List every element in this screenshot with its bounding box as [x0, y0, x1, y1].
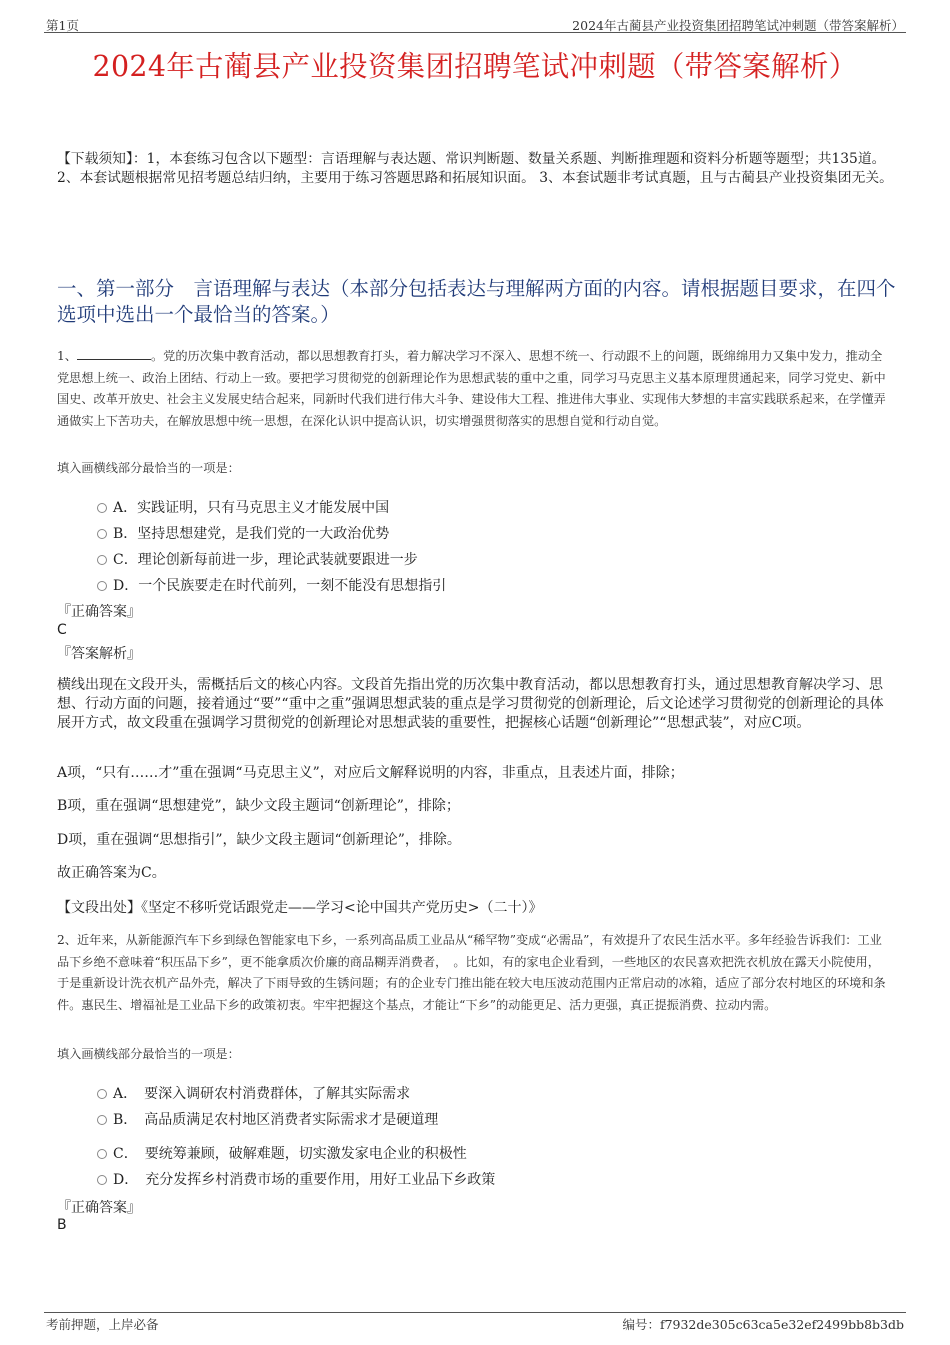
source-citation: 【文段出处】《坚定不移听党话跟党走——学习<论中国共产党历史>（二十）》 [57, 900, 543, 916]
radio-icon[interactable] [97, 503, 107, 513]
option-label: B． 高品质满足农村地区消费者实际需求才是硬道理 [113, 1112, 439, 1128]
correct-answer-label: 『正确答案』 [57, 1200, 141, 1216]
correct-answer-value: B [57, 1217, 67, 1233]
correct-answer-value: C [57, 622, 67, 638]
option-label: D． 充分发挥乡村消费市场的重要作用，用好工业品下乡政策 [113, 1172, 496, 1188]
radio-icon[interactable] [97, 1115, 107, 1125]
option-label: D．一个民族要走在时代前列，一刻不能没有思想指引 [113, 578, 447, 594]
radio-icon[interactable] [97, 1089, 107, 1099]
header-page-number: 第1页 [46, 18, 79, 33]
analysis-label: 『答案解析』 [57, 646, 141, 662]
header-doc-title: 2024年古蔺县产业投资集团招聘笔试冲刺题（带答案解析） [572, 18, 904, 33]
page-title: 2024年古蔺县产业投资集团招聘笔试冲刺题（带答案解析） [92, 50, 858, 83]
option-1b[interactable] [97, 523, 389, 543]
analysis-paragraph: B项，重在强调“思想建党”，缺少文段主题词“创新理论”，排除； [57, 798, 460, 814]
radio-icon[interactable] [97, 529, 107, 539]
option-label: C． 要统筹兼顾，破解难题，切实激发家电企业的积极性 [113, 1146, 467, 1162]
download-notice: 【下载须知】：1，本套练习包含以下题型：言语理解与表达题、常识判断题、数量关系题、判断推理题和资料分析题等题型；共135道。 2、本套试题根据常见招考题总结归纳，主要用于练习答题思路和拓展知识面。 3、本套试题非考试真题，且与古蔺县产业投资集团无关。 [57, 151, 893, 186]
footer-doc-id: 编号：f7932de305c63ca5e32ef2499bb8b3db [622, 1317, 904, 1332]
analysis-paragraph: A项，“只有……才”重在强调“马克思主义”，对应后文解释说明的内容，非重点，且表述片面，排除； [57, 765, 684, 781]
question-1-prompt: 填入画横线部分最恰当的一项是： [57, 461, 240, 475]
option-1a[interactable] [97, 497, 389, 517]
analysis-paragraph: D项，重在强调“思想指引”，缺少文段主题词“创新理论”，排除。 [57, 832, 461, 848]
option-2c[interactable] [97, 1143, 467, 1163]
section-heading: 一、第一部分 言语理解与表达（本部分包括表达与理解两方面的内容。请根据题目要求，在四个选项中选出一个最恰当的答案。） [57, 277, 896, 326]
question-1-stem [57, 346, 892, 432]
option-2a[interactable] [97, 1083, 410, 1103]
question-1-number: 1、 [57, 349, 77, 363]
radio-icon[interactable] [97, 555, 107, 565]
option-label: C．理论创新每前进一步，理论武装就要跟进一步 [113, 552, 418, 568]
question-2-prompt: 填入画横线部分最恰当的一项是： [57, 1047, 240, 1061]
option-label: A．实践证明，只有马克思主义才能发展中国 [113, 500, 390, 516]
radio-icon[interactable] [97, 1175, 107, 1185]
option-2b[interactable] [97, 1109, 438, 1129]
analysis-paragraph: 故正确答案为C。 [57, 865, 166, 881]
question-1-text: 。党的历次集中教育活动，都以思想教育打头，着力解决学习不深入、思想不统一、行动跟不上的问题，既绵绵用力又集中发力，推动全党思想上统一、政治上团结、行动上一致。要把学习贯彻党的创新理论作为思想武装的重中之重，同学习马克思主义基本原理贯通起来，同学习党史、新中国史、改革开放史、社会主义发展史结合起来，同新时代我们进行伟大斗争、建设伟大工程、推进伟大事业、实现伟大梦想的丰富实践联系起来，在学懂弄通做实上下苦功夫，在解放思想中统一思想，在深化认识中提高认识，切实增强贯彻落实的思想自觉和行动自觉。 [57, 349, 886, 428]
option-label: B．坚持思想建党，是我们党的一大政治优势 [113, 526, 390, 542]
answer-blank [77, 349, 151, 360]
footer-divider [44, 1312, 906, 1313]
option-1c[interactable] [97, 549, 418, 569]
radio-icon[interactable] [97, 1149, 107, 1159]
footer-slogan: 考前押题，上岸必备 [46, 1317, 159, 1332]
option-2d[interactable] [97, 1169, 495, 1189]
header-divider [44, 32, 906, 33]
analysis-paragraph: 横线出现在文段开头，需概括后文的核心内容。文段首先指出党的历次集中教育活动，都以思想教育打头，通过思想教育解决学习、思想、行动方面的问题，接着通过“要”“重中之重”强调思想武装的重点是学习贯彻党的创新理论，后文论述学习贯彻党的创新理论的具体展开方式，故文段重在强调学习贯彻党的创新理论对思想武装的重要性，把握核心话题“创新理论”“思想武装”，对应C项。 [57, 677, 884, 731]
question-2-stem: 2、近年来，从新能源汽车下乡到绿色智能家电下乡，一系列高品质工业品从“稀罕物”变成“必需品”，有效提升了农民生活水平。多年经验告诉我们：工业品下乡绝不意味着“积压品下乡”，更不能拿质次价廉的商品糊弄消费者， 。比如，有的家电企业看到，一些地区的农民喜欢把洗衣机放在露天小院使用，于是重新设计洗衣机产品外壳，解决了下雨导致的生锈问题；有的企业专门推出能在较大电压波动范围内正常启动的冰箱，适应了部分农村地区的环境和条件。惠民生、增福祉是工业品下乡的政策初衷。牢牢把握这个基点，才能让“下乡”的动能更足、活力更强，真正提振消费、拉动内需。 [57, 933, 886, 1012]
radio-icon[interactable] [97, 581, 107, 591]
option-label: A． 要深入调研农村消费群体，了解其实际需求 [113, 1086, 411, 1102]
option-1d[interactable] [97, 575, 446, 595]
correct-answer-label: 『正确答案』 [57, 604, 141, 620]
